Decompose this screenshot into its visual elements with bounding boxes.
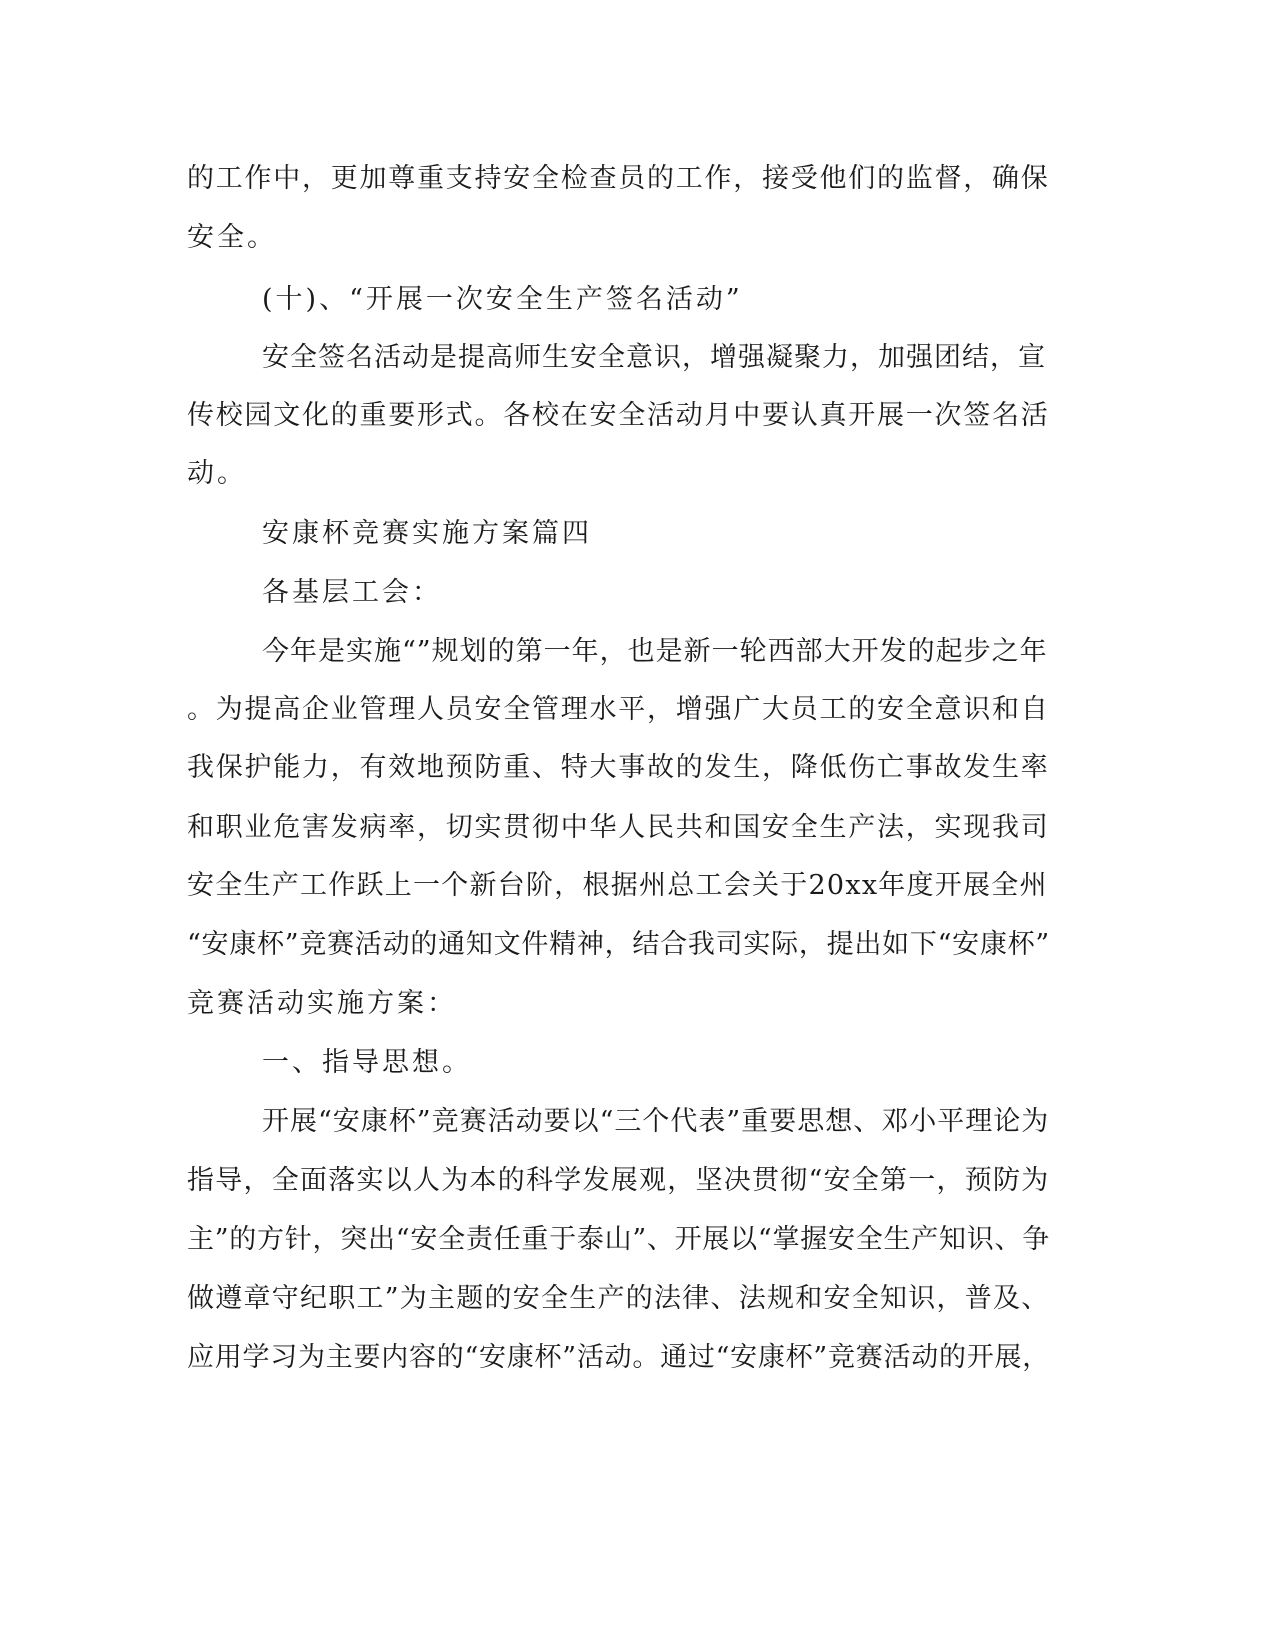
paragraph-line: 我保护能力，有效地预防重、特大事故的发生，降低伤亡事故发生率	[187, 752, 1050, 783]
paragraph-line: 竞赛活动实施方案：	[187, 988, 457, 1019]
section-heading: (十)、“开展一次安全生产签名活动”	[262, 284, 743, 315]
paragraph-line: 指导，全面落实以人为本的科学发展观，坚决贯彻“安全第一，预防为	[187, 1165, 1050, 1196]
section-heading: 一、指导思想。	[262, 1047, 472, 1078]
paragraph-line: 做遵章守纪职工”为主题的安全生产的法律、法规和安全知识，普及、	[187, 1283, 1050, 1314]
paragraph-line: 和职业危害发病率，切实贯彻中华人民共和国安全生产法，实现我司	[187, 812, 1050, 843]
paragraph-line: 主”的方针，突出“安全责任重于泰山”、开展以“掌握安全生产知识、争	[187, 1224, 1050, 1255]
section-title: 安康杯竞赛实施方案篇四	[262, 518, 592, 549]
paragraph-line: 动。	[187, 458, 247, 489]
paragraph-line: 传校园文化的重要形式。各校在安全活动月中要认真开展一次签名活	[187, 400, 1050, 431]
paragraph-line: “安康杯”竞赛活动的通知文件精神，结合我司实际，提出如下“安康杯”	[187, 929, 1050, 960]
paragraph-line: 的工作中，更加尊重支持安全检查员的工作，接受他们的监督，确保	[187, 163, 1050, 194]
paragraph-line: 应用学习为主要内容的“安康杯”活动。通过“安康杯”竞赛活动的开展，	[187, 1342, 1050, 1373]
paragraph-line: 今年是实施“”规划的第一年，也是新一轮西部大开发的起步之年	[262, 636, 1048, 667]
paragraph-line: 。为提高企业管理人员安全管理水平，增强广大员工的安全意识和自	[187, 694, 1050, 725]
paragraph-line: 安全生产工作跃上一个新台阶，根据州总工会关于20xx年度开展全州	[187, 870, 1048, 901]
paragraph-line: 开展“安康杯”竞赛活动要以“三个代表”重要思想、邓小平理论为	[262, 1106, 1050, 1137]
paragraph-line: 安全签名活动是提高师生安全意识，增强凝聚力，加强团结，宣	[262, 342, 1046, 373]
salutation: 各基层工会：	[262, 577, 442, 608]
paragraph-line: 安全。	[187, 222, 277, 253]
